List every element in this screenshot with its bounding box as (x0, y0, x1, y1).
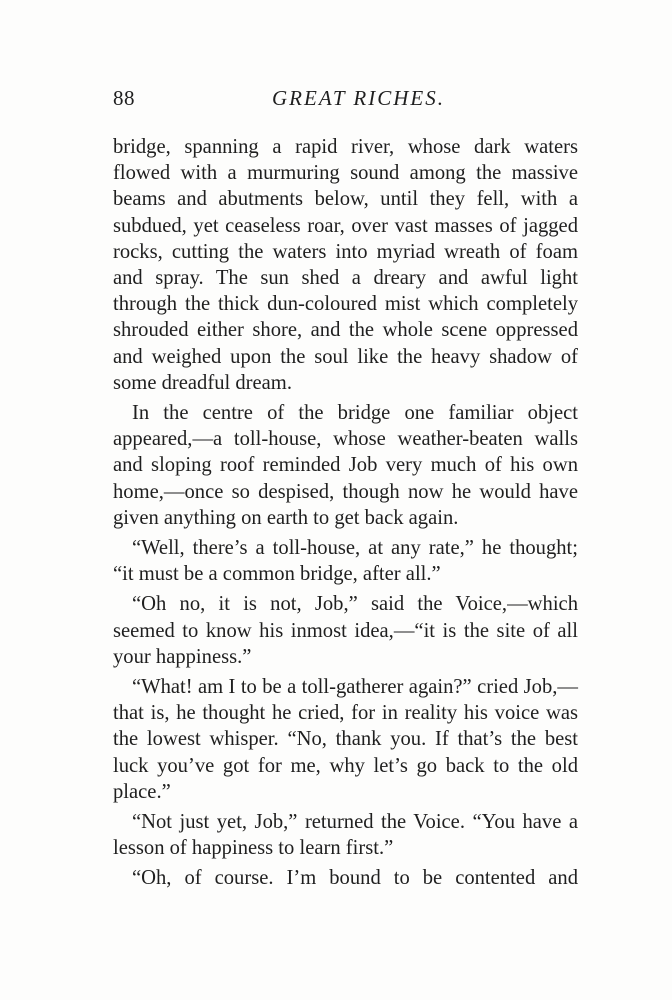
running-head (113, 86, 578, 116)
page-number: 88 (113, 86, 135, 110)
paragraph-4: “Oh no, it is not, Job,” said the Voice,—which seemed to know his inmost idea,—“it is the site of all your happiness.” (113, 593, 578, 668)
paragraph-2: In the centre of the bridge one familiar object appeared,—a toll-house, whose weather-beaten walls and sloping roof reminded Job very much of his own home,—once so despised, though now he would have given anything on earth to get back again. (113, 402, 578, 529)
paragraph-5: “What! am I to be a toll-gatherer again?” cried Job,—that is, he thought he cried, for in reality his voice was the lowest whisper. “No, thank you. If that’s the best luck you’ve got for me, why let’s go back to the old place.” (113, 676, 578, 803)
paragraph-6: “Not just yet, Job,” returned the Voice. “You have a lesson of happiness to learn first.” (113, 811, 578, 860)
paragraph-1: bridge, spanning a rapid river, whose dark waters flowed with a murmuring sound among the massive beams and abutments below, until they fell, with a subdued, yet ceaseless roar, over vast masses of jagged rocks, cutting the waters into myriad wreath of foam and spray. The sun shed a dreary and awful light through the thick dun-coloured mist which completely shrouded either shore, and the whole scene oppressed and weighed upon the soul like the heavy shadow of some dreadful dream. (113, 136, 578, 394)
paragraph-3: “Well, there’s a toll-house, at any rate,” he thought; “it must be a common bridge, after all.” (113, 537, 578, 586)
paragraph-7: “Oh, of course. I’m bound to be contented and (132, 867, 578, 890)
body-text (113, 134, 578, 892)
running-title: GREAT RICHES. (272, 86, 445, 110)
